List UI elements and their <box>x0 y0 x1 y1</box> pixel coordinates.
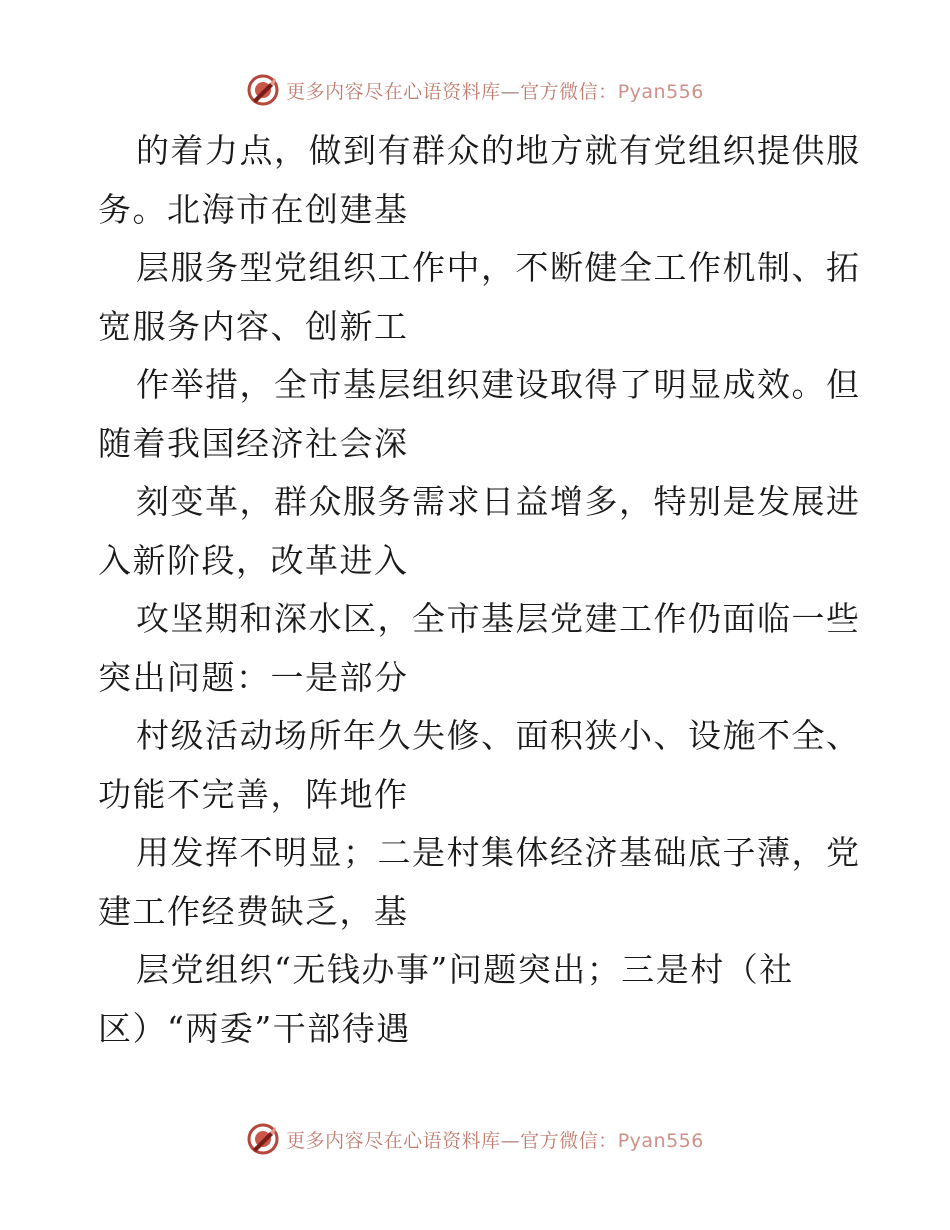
body-line: 的着力点，做到有群众的地方就有党组织提供服 <box>136 131 861 170</box>
body-line: 刻变革，群众服务需求日益增多，特别是发展进 <box>136 482 861 521</box>
quill-seal-icon <box>246 73 280 107</box>
body-line: 作举措，全市基层组织建设取得了明显成效。但 <box>136 365 861 404</box>
footer-banner-text: 更多内容尽在心语资料库—官方微信：Pyan556 <box>286 1129 704 1152</box>
document-body <box>98 122 861 1058</box>
body-line: 建工作经费缺乏，基 <box>98 891 409 931</box>
body-line: 随着我国经济社会深 <box>98 423 409 463</box>
body-line: 层党组织“无钱办事”问题突出；三是村（社 <box>136 950 794 989</box>
body-line: 宽服务内容、创新工 <box>98 306 409 346</box>
quill-seal-icon <box>246 1122 280 1156</box>
header-banner <box>0 70 950 110</box>
body-line: 攻坚期和深水区，全市基层党建工作仍面临一些 <box>136 599 861 638</box>
body-line: 区）“两委”干部待遇 <box>98 1008 411 1048</box>
header-banner-text: 更多内容尽在心语资料库—官方微信：Pyan556 <box>286 80 704 103</box>
body-line: 突出问题：一是部分 <box>98 657 409 697</box>
body-line: 层服务型党组织工作中，不断健全工作机制、拓 <box>136 248 861 287</box>
body-line: 入新阶段，改革进入 <box>98 540 409 580</box>
footer-banner <box>0 1119 950 1159</box>
body-line: 村级活动场所年久失修、面积狭小、设施不全、 <box>136 716 861 755</box>
body-line: 务。北海市在创建基 <box>98 189 409 229</box>
body-line: 功能不完善，阵地作 <box>98 774 409 814</box>
body-line: 用发挥不明显；二是村集体经济基础底子薄，党 <box>136 833 861 872</box>
